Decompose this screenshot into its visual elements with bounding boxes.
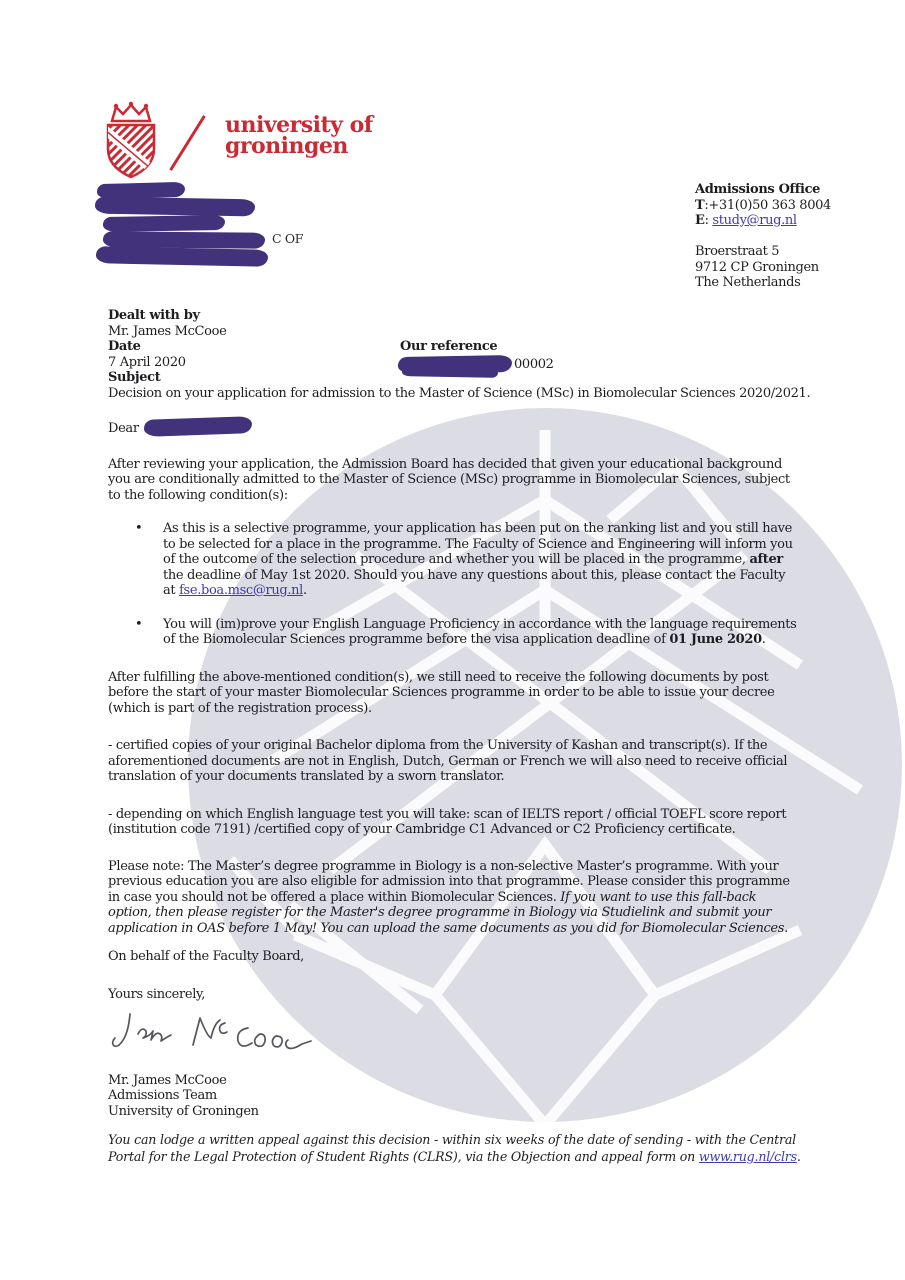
condition-item-2 xyxy=(108,617,800,648)
reference-label: Our reference xyxy=(400,339,498,354)
faculty-email-link[interactable]: fse.boa.msc@rug.nl xyxy=(179,583,303,598)
logo-slash-icon xyxy=(169,115,205,171)
contact-title: Admissions Office xyxy=(695,182,821,197)
bullet-icon: • xyxy=(135,616,143,632)
paragraph-certified-copies: - certified copies of your original Bachelor diploma from the University of Kashan and transcript(s). If the aforementioned documents are not in English, Dutch, German or French we will also need to receive official translation of your documents translated by a sworn translator. xyxy=(108,738,788,784)
redaction-mark xyxy=(95,197,255,217)
date-value: 7 April 2020 xyxy=(108,354,186,370)
email-label: E xyxy=(695,213,705,228)
university-logo xyxy=(100,101,520,181)
phone-label: T xyxy=(695,197,705,213)
subject-label: Subject xyxy=(108,370,161,385)
paragraph-on-behalf: On behalf of the Faculty Board, xyxy=(108,949,304,964)
please-note-italic: If you want to use this fall-back option, then please register for the Master's degree programme in Biology via Studielink and submit your application in OAS before 1 May! You can upload the same documents as you did for Biomolecular Sciences. xyxy=(108,889,788,936)
redaction-mark xyxy=(143,416,252,437)
appeal-notice xyxy=(108,1131,813,1165)
paragraph-please-note xyxy=(108,859,800,937)
logo-wordmark-line2: groningen xyxy=(225,133,348,159)
redaction-mark xyxy=(96,246,268,267)
condition-1-bold: after xyxy=(749,552,783,567)
condition-2-text xyxy=(163,617,800,648)
reference-block xyxy=(400,339,554,374)
please-note-regular: Please note: The Master’s degree programme in Biology is a non-selective Master’s programme. With your previous education you are also eligible for admission into that programme. Please consider this programme in case you should not be offered a place within Biomolecular Sciences. xyxy=(108,858,790,905)
recipient-name-redacted xyxy=(144,418,264,436)
condition-1-mid: the deadline of May 1st 2020. Should you have any questions about this, please contact the Faculty at xyxy=(163,567,786,598)
recipient-address-redacted xyxy=(95,180,345,275)
date-label: Date xyxy=(108,339,141,354)
dealt-with-by-label: Dealt with by xyxy=(108,308,200,323)
admissions-office-block xyxy=(695,182,900,291)
condition-item-1 xyxy=(108,521,800,599)
bullet-icon: • xyxy=(135,521,143,536)
address-fragment: C OF xyxy=(272,231,304,246)
redaction-mark xyxy=(103,215,225,232)
signer-team: Admissions Team xyxy=(108,1088,217,1103)
appeal-text: You can lodge a written appeal against this decision - within six weeks of the date of sending - with the Central Portal for the Legal Protection of Student Rights (CLRS), via the Objection and appeal form on xyxy=(108,1132,796,1164)
paragraph-documents: After fulfilling the above-mentioned condition(s), we still need to receive the following documents by post before the start of your master Biomolecular Sciences programme in order to be able to issue your decree (which is part of the registration process). xyxy=(108,669,775,716)
salutation-line xyxy=(108,418,800,437)
phone-value: :+31(0)50 363 8004 xyxy=(704,197,831,213)
closing-line: Yours sincerely, xyxy=(108,986,206,1002)
email-separator: : xyxy=(704,213,713,228)
subject-value: Decision on your application for admission to the Master of Science (MSc) in Biomolecular Sciences 2020/2021. xyxy=(108,385,811,401)
letter-meta xyxy=(108,308,868,401)
redaction-mark xyxy=(402,367,498,378)
contact-street: Broerstraat 5 xyxy=(695,244,780,259)
condition-2-bold: 01 June 2020 xyxy=(669,632,762,647)
email-link[interactable]: study@rug.nl xyxy=(712,213,797,228)
paragraph-decision: After reviewing your application, the Admission Board has decided that given your educational background you are conditionally admitted to the Master of Science (MSc) programme in Biomolecular Sciences, subject to the following condition(s): xyxy=(108,456,790,503)
signer-name: Mr. James McCooe xyxy=(108,1072,227,1088)
logo-wordmark xyxy=(225,112,373,159)
contact-email-line xyxy=(695,213,900,229)
paragraph-language-test: - depending on which English language test you will take: scan of IELTS report / official TOEFL score report (institution code 7191) /certified copy of your Cambridge C1 Advanced or C2 Proficiency certificate. xyxy=(108,806,787,837)
appeal-link[interactable]: www.rug.nl/clrs xyxy=(698,1149,797,1164)
salutation: Dear xyxy=(108,421,139,436)
logo-wordmark-line1: university of xyxy=(225,112,373,138)
condition-1-pre: As this is a selective programme, your application has been put on the ranking list and you still have to be selected for a place in the programme. The Faculty of Science and Engineering will inform you of the outcome of the selection procedure and whether you will be placed in the programme, xyxy=(163,521,793,567)
condition-1-post: . xyxy=(302,583,307,598)
contact-phone-line xyxy=(695,198,900,214)
dealt-with-by-value: Mr. James McCooe xyxy=(108,323,227,339)
logo-shield-icon xyxy=(100,101,162,181)
signature xyxy=(108,1006,348,1056)
signer-block xyxy=(108,1073,800,1120)
signer-org: University of Groningen xyxy=(108,1103,259,1119)
contact-country: The Netherlands xyxy=(695,275,801,290)
reference-visible-digits: 00002 xyxy=(514,356,554,372)
condition-1-text xyxy=(163,521,800,599)
reference-value-line xyxy=(400,356,554,374)
letter-body xyxy=(108,418,800,1119)
contact-city: 9712 CP Groningen xyxy=(695,259,819,275)
appeal-text-end: . xyxy=(796,1149,801,1164)
condition-2-pre: You will (im)prove your English Language Proficiency in accordance with the language requirements of the Biomolecular Sciences programme before the visa application deadline of xyxy=(163,616,797,647)
condition-2-post: . xyxy=(761,632,766,647)
